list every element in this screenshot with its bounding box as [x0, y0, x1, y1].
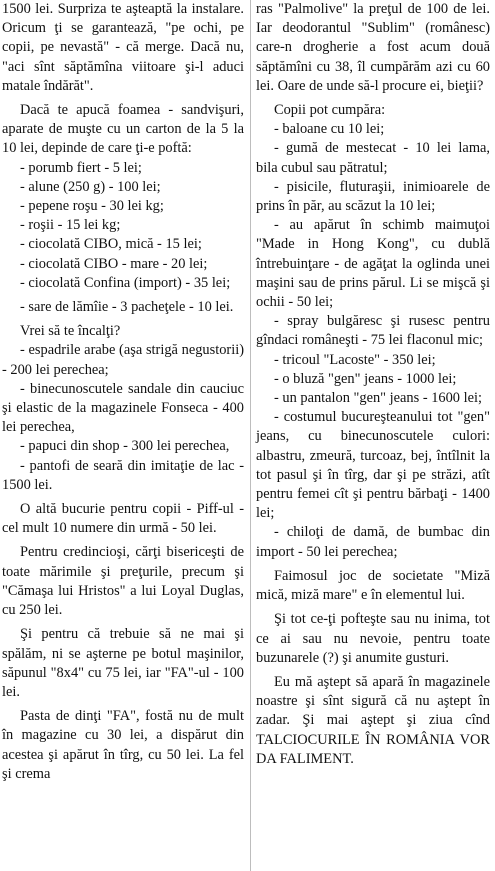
list-item: - pantofi de seară din imitaţie de lac - 1500 lei.	[2, 457, 244, 493]
article-column-right	[256, 0, 490, 769]
list-item: - espadrile arabe (aşa strigă negustorii) - 200 lei perechea;	[2, 342, 244, 378]
paragraph: Dacă te apucă foamea - sandvişuri, aparate de muşte cu un carton de la 5 la 10 lei, depinde de care ţi-e poftă:	[2, 102, 244, 157]
list-item: - o bluză "gen" jeans - 1000 lei;	[274, 370, 457, 387]
paragraph: Vrei să te încalţi?	[20, 323, 121, 340]
list-item: - pisicile, fluturaşii, inimioarele de prins în păr, au scăzut la 10 lei;	[256, 178, 490, 215]
list-item: - porumb fiert - 5 lei;	[20, 159, 142, 176]
list-item: - au apărut în schimb maimuţoi "Made in Hong Kong", cu dublă întrebuinţare - de agăţat la oglinda unei maşini sau de prins părul. Li se mişcă şi ochii - 50 lei;	[256, 217, 490, 311]
paragraph: 1500 lei. Surpriza te aşteaptă la instalare. Oricum ţi se garantează, "pe ochi, pe copii, pe nevastă" - că merge. Dacă nu, "aci sînt săptămîna viitoare şi-l aduci matale îndărăt".	[2, 1, 244, 94]
list-item: - pepene roşu - 30 lei kg;	[20, 198, 164, 215]
list-item: - gumă de mestecat - 10 lei lama, bila cubul sau pătratul;	[256, 140, 490, 176]
list-item: - papuci din shop - 300 lei perechea,	[20, 438, 230, 455]
column-divider	[250, 0, 251, 871]
list-item: - tricoul "Lacoste" - 350 lei;	[274, 351, 436, 368]
list-item: - chiloţi de damă, de bumbac din import - 50 lei perechea;	[256, 524, 490, 560]
paragraph: Şi pentru că trebuie să ne mai şi spălăm, ni se aşterne pe botul maşinilor, săpunul "8x4" cu 75 lei, iar "FA"-ul - 100 lei.	[2, 626, 244, 700]
list-item: - baloane cu 10 lei;	[274, 121, 385, 138]
list-item: - roşii - 15 lei kg;	[20, 217, 121, 234]
list-item: - alune (250 g) - 100 lei;	[20, 178, 161, 195]
list-item: - sare de lămîie - 3 pacheţele - 10 lei.	[20, 299, 234, 316]
paragraph: Eu mă aştept să apară în magazinele noastre şi sînt sigură că nu aştept în zadar. Şi mai aştept şi ziua cînd TALCIOCURILE ÎN ROMÂNIA VOR DA FALIMENT.	[256, 673, 490, 767]
paragraph: O altă bucurie pentru copii - Piff-ul - cel mult 10 numere din urmă - 50 lei.	[2, 501, 244, 537]
paragraph: Copii pot cumpăra:	[274, 102, 386, 119]
paragraph: Faimosul joc de societate "Miză mică, miză mare" e în elementul lui.	[256, 567, 490, 604]
paragraph: Pasta de dinţi "FA", fostă nu de mult în magazine cu 30 lei, a dispărut din acestea şi apărut în tîrg, cu 50 lei. La fel şi crema	[2, 708, 244, 782]
paragraph: Pentru credincioşi, cărţi bisericeşti de toate mărimile şi preţurile, precum şi "Cămaşa lui Hristos" a lui Loyal Duglas, cu 250 lei.	[2, 544, 244, 619]
list-item: - ciocolată CIBO, mică - 15 lei;	[20, 236, 202, 253]
paragraph: ras "Palmolive" la preţul de 100 de lei. Iar deodorantul "Sublim" (românesc) care-n drogherie a fost acum două săptămîni cu 38, îl cumpărăm azi cu 60 lei. Oare de unde să-l procure ei, bieţii?	[256, 1, 490, 94]
list-item: - spray bulgăresc şi rusesc pentru gîndaci româneşti - 75 lei flaconul mic;	[256, 313, 490, 349]
paragraph: Şi tot ce-ţi pofteşte sau nu inima, tot ce ai sau nu nevoie, pentru toate buzunarele (?) şi anumite gusturi.	[256, 611, 490, 666]
article-column-left	[2, 0, 244, 784]
list-item: - ciocolată CIBO - mare - 20 lei;	[20, 255, 208, 272]
list-item: - binecunoscutele sandale din cauciuc şi elastic de la magazinele Fonseca - 400 lei perechea,	[2, 380, 244, 436]
list-item: - un pantalon "gen" jeans - 1600 lei;	[274, 390, 482, 407]
list-item: - ciocolată Confina (import) - 35 lei;	[20, 274, 231, 291]
list-item: - costumul bucureşteanului tot "gen" jeans, cu binecunoscutele culori: albastru, zmeură, turcoaz, bej, întîlnit la tot pasul şi în tîrg, dar şi pe străzi, atît pentru femei cît şi pentru bărbaţi - 1400 lei;	[256, 409, 490, 522]
